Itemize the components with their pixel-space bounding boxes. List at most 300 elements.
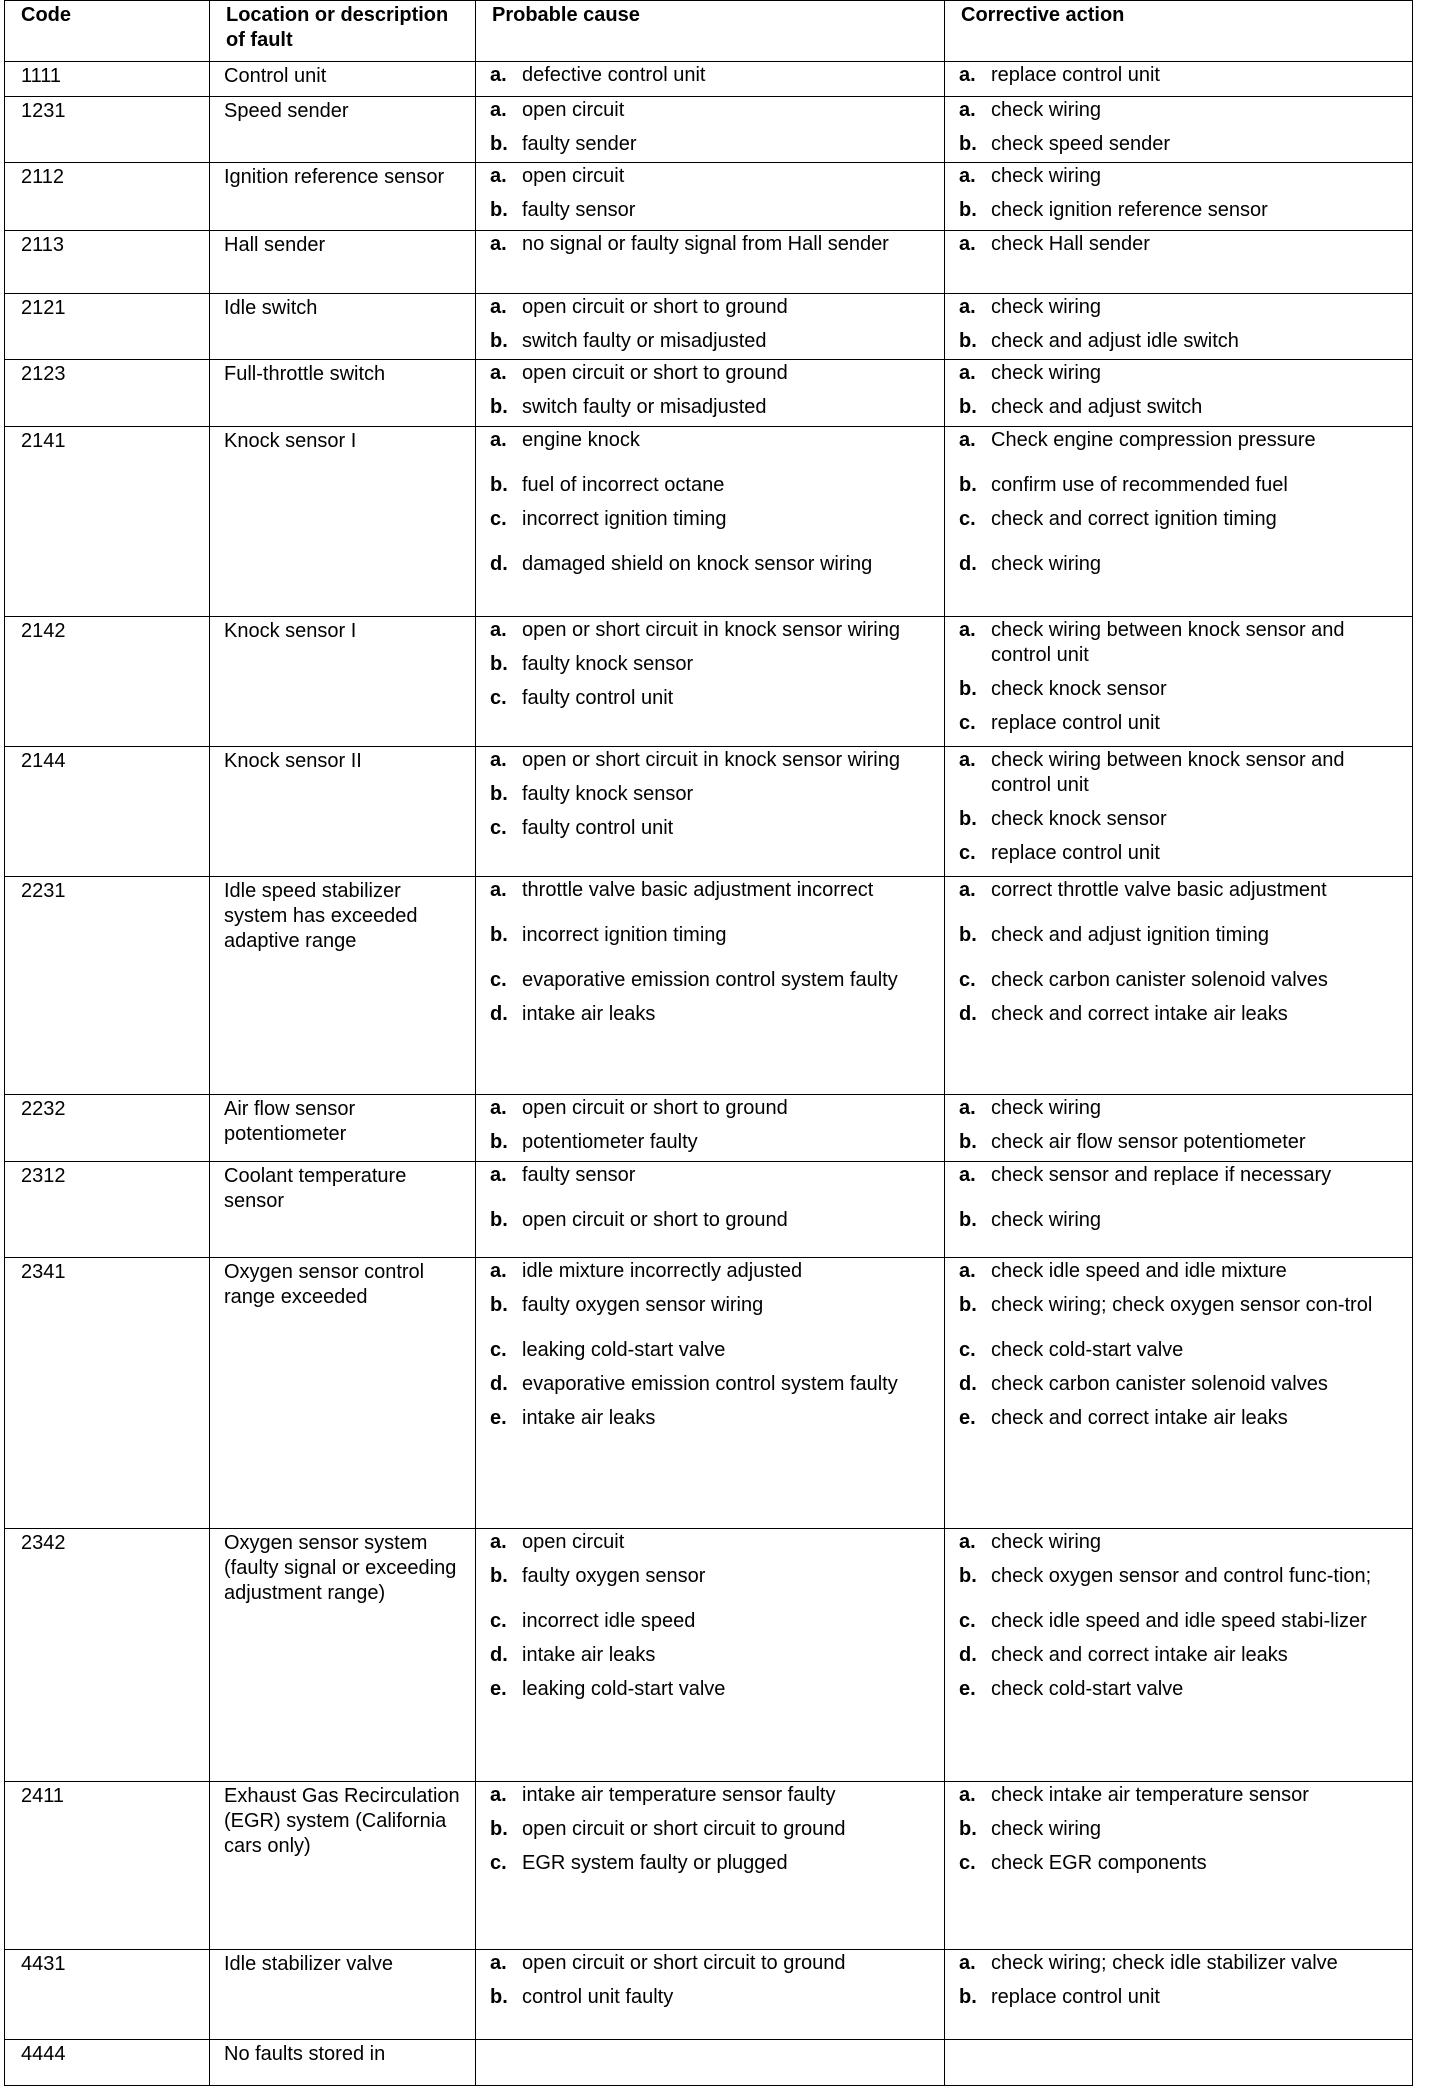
corrective-action-item [959, 507, 1406, 532]
probable-cause-item [490, 652, 938, 677]
corrective-action-cell [945, 360, 1413, 427]
item-letter: c. [490, 508, 507, 530]
item-text: damaged shield on knock sensor wiring [522, 553, 873, 575]
item-text: check speed sender [991, 133, 1171, 155]
fault-location: Speed sender [210, 97, 476, 163]
probable-cause-item [490, 198, 938, 223]
probable-cause-cell [476, 97, 945, 163]
item-letter: b. [959, 1986, 977, 2008]
item-text: check and correct intake air leaks [991, 1644, 1288, 1666]
probable-cause-item [490, 686, 938, 711]
item-text: Check engine compression pressure [991, 429, 1316, 451]
item-letter: b. [959, 1209, 977, 1231]
corrective-action-item [959, 748, 1406, 798]
item-text: check cold-start valve [991, 1339, 1184, 1361]
item-letter: a. [490, 749, 507, 771]
item-letter: b. [959, 1565, 977, 1587]
corrective-action-item [959, 428, 1406, 453]
item-letter: c. [490, 687, 507, 709]
corrective-action-item [959, 1677, 1406, 1702]
corrective-action-cell [945, 231, 1413, 294]
item-text: check ignition reference sensor [991, 199, 1268, 221]
corrective-action-item [959, 1564, 1406, 1589]
fault-code: 2341 [5, 1258, 210, 1529]
item-text: switch faulty or misadjusted [522, 330, 767, 352]
item-letter: c. [959, 508, 976, 530]
item-text: check wiring [991, 1097, 1102, 1119]
probable-cause-item [490, 1609, 938, 1634]
item-text: intake air leaks [522, 1407, 656, 1429]
item-text: incorrect ignition timing [522, 508, 727, 530]
corrective-action-item [959, 1130, 1406, 1155]
fault-location: Hall sender [210, 231, 476, 294]
item-letter: a. [490, 1531, 507, 1553]
fault-code: 2144 [5, 747, 210, 877]
item-text: correct throttle valve basic adjustment [991, 879, 1327, 901]
item-letter: a. [959, 1097, 976, 1119]
item-letter: d. [490, 1373, 508, 1395]
item-letter: d. [959, 1373, 977, 1395]
item-text: check idle speed and idle speed stabi-lizer [991, 1610, 1367, 1632]
fault-code: 2411 [5, 1782, 210, 1950]
corrective-action-cell [945, 1529, 1413, 1782]
item-letter: c. [490, 969, 507, 991]
corrective-action-item [959, 677, 1406, 702]
item-letter: b. [490, 1818, 508, 1840]
item-letter: c. [959, 1852, 976, 1874]
fault-location: Oxygen sensor control range exceeded [210, 1258, 476, 1529]
item-letter: a. [490, 362, 507, 384]
corrective-action-cell [945, 294, 1413, 360]
item-text: open circuit or short circuit to ground [522, 1952, 846, 1974]
probable-cause-item [490, 1643, 938, 1668]
corrective-action-cell [945, 97, 1413, 163]
probable-cause-item [490, 1293, 938, 1318]
corrective-action-cell [945, 427, 1413, 617]
item-letter: a. [490, 165, 507, 187]
item-text: open or short circuit in knock sensor wiring [522, 749, 900, 771]
probable-cause-item [490, 295, 938, 320]
corrective-action-item [959, 1096, 1406, 1121]
item-letter: d. [959, 553, 977, 575]
item-letter: a. [490, 296, 507, 318]
probable-cause-item [490, 968, 938, 993]
item-letter: b. [490, 1565, 508, 1587]
table-row [5, 427, 1413, 617]
corrective-action-item [959, 361, 1406, 386]
item-letter: b. [959, 1131, 977, 1153]
probable-cause-item [490, 361, 938, 386]
probable-cause-item [490, 1096, 938, 1121]
item-text: check cold-start valve [991, 1678, 1184, 1700]
item-letter: b. [490, 783, 508, 805]
item-text: intake air leaks [522, 1644, 656, 1666]
probable-cause-item [490, 329, 938, 354]
table-row [5, 747, 1413, 877]
item-letter: c. [959, 1610, 976, 1632]
probable-cause-cell [476, 1782, 945, 1950]
probable-cause-item [490, 748, 938, 773]
table-row [5, 360, 1413, 427]
item-letter: b. [490, 133, 508, 155]
header-probable-cause: Probable cause [476, 1, 945, 62]
corrective-action-item [959, 1338, 1406, 1363]
item-letter: a. [959, 1260, 976, 1282]
item-letter: d. [959, 1644, 977, 1666]
item-text: faulty sensor [522, 199, 636, 221]
item-text: open circuit or short to ground [522, 1209, 788, 1231]
corrective-action-item [959, 1293, 1406, 1318]
item-letter: b. [490, 199, 508, 221]
fault-location: Full-throttle switch [210, 360, 476, 427]
item-text: check idle speed and idle mixture [991, 1260, 1287, 1282]
item-letter: a. [959, 1952, 976, 1974]
item-letter: a. [959, 1164, 976, 1186]
item-letter: d. [490, 1003, 508, 1025]
item-text: check carbon canister solenoid valves [991, 1373, 1328, 1395]
corrective-action-cell [945, 163, 1413, 231]
item-letter: b. [490, 474, 508, 496]
item-text: defective control unit [522, 64, 706, 86]
item-letter: a. [959, 165, 976, 187]
item-text: faulty sensor [522, 1164, 636, 1186]
item-letter: d. [490, 553, 508, 575]
probable-cause-item [490, 878, 938, 903]
item-text: open circuit [522, 1531, 625, 1553]
fault-code: 2342 [5, 1529, 210, 1782]
item-text: check sensor and replace if necessary [991, 1164, 1332, 1186]
item-letter: b. [490, 1209, 508, 1231]
probable-cause-item [490, 63, 938, 88]
item-text: check and correct ignition timing [991, 508, 1277, 530]
corrective-action-cell [945, 617, 1413, 747]
table-row [5, 1782, 1413, 1950]
item-text: check wiring [991, 553, 1102, 575]
item-letter: c. [490, 1610, 507, 1632]
table-row [5, 97, 1413, 163]
fault-code-table [4, 0, 1413, 2086]
item-letter: b. [959, 199, 977, 221]
fault-code: 2141 [5, 427, 210, 617]
corrective-action-item [959, 1985, 1406, 2010]
item-letter: b. [490, 1131, 508, 1153]
table-row [5, 163, 1413, 231]
probable-cause-item [490, 132, 938, 157]
corrective-action-item [959, 1208, 1406, 1233]
item-text: check and adjust ignition timing [991, 924, 1269, 946]
table-header-row [5, 1, 1413, 62]
item-text: check and correct intake air leaks [991, 1003, 1288, 1025]
probable-cause-item [490, 923, 938, 948]
header-location: Location or description of fault [210, 1, 476, 62]
item-text: faulty knock sensor [522, 653, 694, 675]
item-text: faulty sender [522, 133, 637, 155]
item-letter: e. [959, 1678, 976, 1700]
item-text: open circuit or short to ground [522, 1097, 788, 1119]
probable-cause-cell [476, 1258, 945, 1529]
item-text: check wiring [991, 99, 1102, 121]
table-row [5, 1950, 1413, 2040]
probable-cause-item [490, 1002, 938, 1027]
item-letter: a. [959, 1784, 976, 1806]
probable-cause-cell [476, 294, 945, 360]
item-letter: b. [490, 924, 508, 946]
item-text: faulty oxygen sensor wiring [522, 1294, 764, 1316]
fault-location: No faults stored in [210, 2040, 476, 2086]
table-row [5, 617, 1413, 747]
probable-cause-item [490, 1677, 938, 1702]
item-text: check and adjust switch [991, 396, 1203, 418]
item-letter: b. [959, 1294, 977, 1316]
item-text: open circuit or short circuit to ground [522, 1818, 846, 1840]
corrective-action-cell [945, 877, 1413, 1095]
fault-code: 4431 [5, 1950, 210, 2040]
corrective-action-item [959, 618, 1406, 668]
item-letter: a. [490, 1784, 507, 1806]
probable-cause-item [490, 1163, 938, 1188]
item-text: evaporative emission control system faulty [522, 969, 898, 991]
item-text: fuel of incorrect octane [522, 474, 725, 496]
item-text: replace control unit [991, 842, 1160, 864]
corrective-action-item [959, 878, 1406, 903]
item-text: check and correct intake air leaks [991, 1407, 1288, 1429]
item-text: check intake air temperature sensor [991, 1784, 1309, 1806]
item-text: check wiring; check oxygen sensor con-trol [991, 1294, 1373, 1316]
item-letter: a. [959, 362, 976, 384]
item-letter: b. [490, 396, 508, 418]
corrective-action-item [959, 1372, 1406, 1397]
item-letter: b. [959, 330, 977, 352]
table-row [5, 2040, 1413, 2086]
corrective-action-item [959, 295, 1406, 320]
item-text: check knock sensor [991, 678, 1167, 700]
fault-code: 2112 [5, 163, 210, 231]
corrective-action-cell [945, 1782, 1413, 1950]
fault-code: 2121 [5, 294, 210, 360]
item-letter: e. [959, 1407, 976, 1429]
header-code: Code [5, 1, 210, 62]
header-corrective-action: Corrective action [945, 1, 1413, 62]
fault-location: Idle stabilizer valve [210, 1950, 476, 2040]
item-letter: a. [490, 64, 507, 86]
item-letter: c. [490, 1339, 507, 1361]
probable-cause-cell [476, 360, 945, 427]
corrective-action-cell [945, 747, 1413, 877]
table-row [5, 1258, 1413, 1529]
item-letter: a. [490, 619, 507, 641]
item-text: check air flow sensor potentiometer [991, 1131, 1306, 1153]
item-letter: a. [959, 619, 976, 641]
fault-location: Idle speed stabilizer system has exceeded adaptive range [210, 877, 476, 1095]
item-text: open circuit [522, 99, 625, 121]
fault-location: Exhaust Gas Recirculation (EGR) system (California cars only) [210, 1782, 476, 1950]
item-text: throttle valve basic adjustment incorrect [522, 879, 874, 901]
item-text: leaking cold-start valve [522, 1678, 726, 1700]
corrective-action-item [959, 98, 1406, 123]
corrective-action-item [959, 1406, 1406, 1431]
item-text: replace control unit [991, 712, 1160, 734]
probable-cause-item [490, 1530, 938, 1555]
fault-location: Oxygen sensor system (faulty signal or exceeding adjustment range) [210, 1529, 476, 1782]
probable-cause-cell [476, 62, 945, 97]
corrective-action-item [959, 1163, 1406, 1188]
corrective-action-item [959, 1817, 1406, 1842]
table-row [5, 294, 1413, 360]
item-letter: d. [959, 1003, 977, 1025]
item-text: faulty oxygen sensor [522, 1565, 706, 1587]
corrective-action-item [959, 552, 1406, 577]
corrective-action-item [959, 1259, 1406, 1284]
probable-cause-cell [476, 877, 945, 1095]
item-letter: a. [959, 1531, 976, 1553]
item-letter: c. [490, 817, 507, 839]
fault-code: 2312 [5, 1162, 210, 1258]
fault-location: Control unit [210, 62, 476, 97]
corrective-action-item [959, 1783, 1406, 1808]
item-letter: b. [490, 330, 508, 352]
corrective-action-item [959, 395, 1406, 420]
fault-location: Ignition reference sensor [210, 163, 476, 231]
probable-cause-item [490, 1985, 938, 2010]
corrective-action-item [959, 1643, 1406, 1668]
item-text: faulty control unit [522, 687, 674, 709]
item-text: check EGR components [991, 1852, 1207, 1874]
item-letter: a. [959, 879, 976, 901]
probable-cause-item [490, 1130, 938, 1155]
table-row [5, 877, 1413, 1095]
probable-cause-item [490, 507, 938, 532]
corrective-action-item [959, 329, 1406, 354]
item-letter: a. [959, 296, 976, 318]
probable-cause-cell [476, 747, 945, 877]
probable-cause-item [490, 1564, 938, 1589]
item-text: confirm use of recommended fuel [991, 474, 1288, 496]
corrective-action-item [959, 232, 1406, 257]
item-text: replace control unit [991, 1986, 1160, 2008]
fault-location: Idle switch [210, 294, 476, 360]
corrective-action-cell [945, 1095, 1413, 1162]
item-text: check and adjust idle switch [991, 330, 1239, 352]
corrective-action-item [959, 1851, 1406, 1876]
item-letter: a. [490, 99, 507, 121]
table-row [5, 231, 1413, 294]
probable-cause-item [490, 395, 938, 420]
fault-code: 2142 [5, 617, 210, 747]
probable-cause-item [490, 816, 938, 841]
probable-cause-item [490, 1259, 938, 1284]
item-letter: b. [959, 133, 977, 155]
item-text: EGR system faulty or plugged [522, 1852, 788, 1874]
item-letter: a. [959, 749, 976, 771]
probable-cause-cell [476, 427, 945, 617]
corrective-action-item [959, 198, 1406, 223]
fault-code: 2113 [5, 231, 210, 294]
probable-cause-cell [476, 617, 945, 747]
item-letter: a. [959, 64, 976, 86]
item-text: check wiring [991, 1531, 1102, 1553]
item-text: check wiring [991, 1818, 1102, 1840]
fault-location: Knock sensor II [210, 747, 476, 877]
item-letter: b. [959, 808, 977, 830]
probable-cause-item [490, 1851, 938, 1876]
probable-cause-item [490, 1406, 938, 1431]
item-text: faulty knock sensor [522, 783, 694, 805]
fault-code: 4444 [5, 2040, 210, 2086]
item-letter: b. [959, 474, 977, 496]
item-letter: c. [959, 1339, 976, 1361]
item-text: check Hall sender [991, 233, 1150, 255]
item-text: incorrect idle speed [522, 1610, 696, 1632]
item-text: intake air leaks [522, 1003, 656, 1025]
corrective-action-cell [945, 2040, 1413, 2086]
item-text: open circuit [522, 165, 625, 187]
corrective-action-cell [945, 1950, 1413, 2040]
probable-cause-item [490, 428, 938, 453]
probable-cause-cell [476, 1529, 945, 1782]
item-letter: b. [490, 1986, 508, 2008]
item-letter: e. [490, 1407, 507, 1429]
item-letter: a. [490, 233, 507, 255]
item-letter: b. [490, 653, 508, 675]
table-row [5, 1162, 1413, 1258]
item-letter: b. [959, 396, 977, 418]
item-letter: b. [490, 1294, 508, 1316]
table-row [5, 1529, 1413, 1782]
probable-cause-cell [476, 2040, 945, 2086]
item-text: idle mixture incorrectly adjusted [522, 1260, 803, 1282]
table-body [5, 62, 1413, 2086]
item-text: check wiring [991, 165, 1102, 187]
item-letter: a. [490, 1952, 507, 1974]
corrective-action-item [959, 968, 1406, 993]
item-text: switch faulty or misadjusted [522, 396, 767, 418]
probable-cause-cell [476, 1162, 945, 1258]
corrective-action-item [959, 473, 1406, 498]
item-text: check wiring between knock sensor and control unit [991, 619, 1345, 666]
item-letter: c. [959, 842, 976, 864]
item-text: potentiometer faulty [522, 1131, 698, 1153]
probable-cause-item [490, 232, 938, 257]
probable-cause-cell [476, 163, 945, 231]
probable-cause-item [490, 473, 938, 498]
fault-code: 1231 [5, 97, 210, 163]
probable-cause-item [490, 782, 938, 807]
corrective-action-item [959, 807, 1406, 832]
item-text: control unit faulty [522, 1986, 674, 2008]
item-text: check wiring [991, 296, 1102, 318]
item-text: check wiring [991, 362, 1102, 384]
item-letter: a. [490, 1097, 507, 1119]
probable-cause-item [490, 1783, 938, 1808]
probable-cause-item [490, 1208, 938, 1233]
item-text: evaporative emission control system faulty [522, 1373, 898, 1395]
item-text: open circuit or short to ground [522, 296, 788, 318]
item-text: check wiring [991, 1209, 1102, 1231]
item-letter: a. [490, 1260, 507, 1282]
fault-code: 2123 [5, 360, 210, 427]
fault-code: 2231 [5, 877, 210, 1095]
corrective-action-item [959, 923, 1406, 948]
item-letter: e. [490, 1678, 507, 1700]
item-text: leaking cold-start valve [522, 1339, 726, 1361]
corrective-action-cell [945, 62, 1413, 97]
item-letter: a. [490, 879, 507, 901]
probable-cause-item [490, 98, 938, 123]
item-letter: c. [490, 1852, 507, 1874]
item-text: check oxygen sensor and control func-tion; [991, 1565, 1372, 1587]
item-letter: a. [959, 233, 976, 255]
fault-location: Coolant temperature sensor [210, 1162, 476, 1258]
